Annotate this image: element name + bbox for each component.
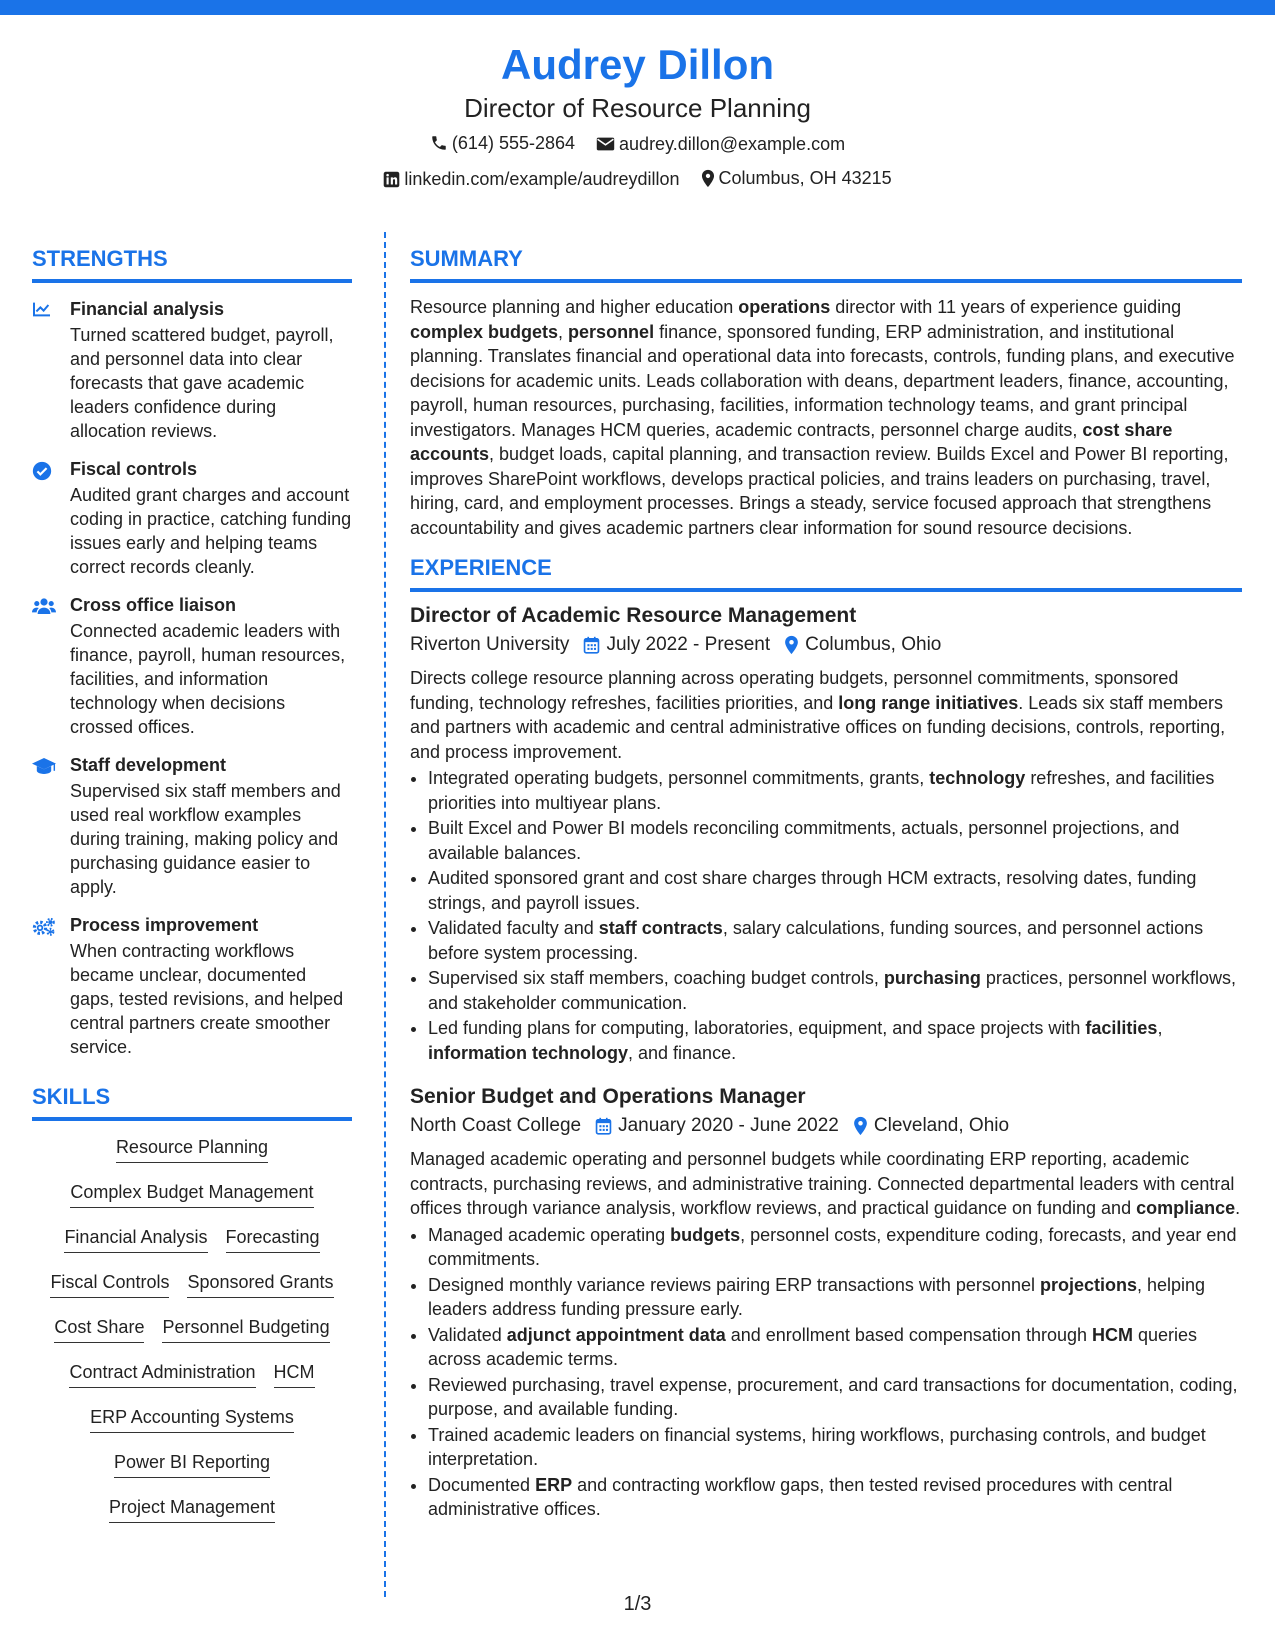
- text-run: practices, personnel workflows, and stakeholder communication.: [428, 968, 1237, 1013]
- job-bullet: [428, 1423, 1242, 1472]
- job-dates: January 2020 - June 2022: [618, 1115, 839, 1136]
- job-meta: [410, 1113, 1242, 1139]
- skill-row: [32, 1135, 352, 1180]
- left-column: [32, 245, 352, 1540]
- job-bullet: [428, 916, 1242, 965]
- skill-tag: Fiscal Controls: [50, 1270, 169, 1298]
- text-run: ,: [1157, 1018, 1163, 1038]
- text-run: refreshes, and facilities priorities into multiyear plans.: [428, 768, 1215, 813]
- job-meta: [410, 632, 1242, 658]
- contact-row: [0, 131, 1275, 158]
- skill-row: [32, 1450, 352, 1495]
- skill-row: [32, 1360, 352, 1405]
- strength-item: [32, 297, 352, 443]
- skill-tag: Resource Planning: [116, 1135, 268, 1163]
- text-run: Managed academic operating: [428, 1224, 671, 1245]
- strength-desc: Supervised six staff members and used real workflow examples during training, making policy and purchasing guidance easier to apply.: [70, 781, 341, 897]
- strength-title: Process improvement: [70, 915, 259, 935]
- bold-text: HCM: [1092, 1324, 1133, 1345]
- skills-list: [32, 1135, 352, 1540]
- text-run: , personnel costs, expenditure coding, forecasts, and year end commitments.: [428, 1224, 1237, 1269]
- top-accent-bar: [0, 0, 1275, 15]
- bold-text: purchasing: [883, 968, 981, 988]
- skill-tag: ERP Accounting Systems: [90, 1405, 294, 1433]
- contact-row-2: [0, 166, 1275, 194]
- skill-tag: Project Management: [109, 1495, 275, 1523]
- text-run: .: [1235, 1198, 1241, 1218]
- linkedin-icon: [383, 171, 400, 188]
- right-column: [410, 245, 1242, 1523]
- text-run: , and finance.: [628, 1042, 737, 1063]
- job-bullet: [428, 866, 1242, 915]
- skill-tag: Contract Administration: [69, 1360, 255, 1388]
- strength-item: [32, 593, 352, 739]
- text-run: , budget loads, capital planning, and transaction review. Builds Excel and Power BI reporting, improves SharePoint workflows, develops practical policies, and trains leaders on purchasing, travel, hiring, card, and employment processes. Brings a steady, service focused approach that strengthens accountability and gives academic partners clear information for sound resource decisions.: [410, 444, 1229, 538]
- text-run: . Leads six staff members and partners with academic and central administrative offices on funding decisions, controls, reporting, and process improvement.: [410, 692, 1226, 762]
- text-run: Validated: [428, 1324, 507, 1345]
- bold-text: operations: [738, 297, 831, 317]
- job-bullet: [428, 816, 1242, 865]
- job-bullet: [428, 1273, 1242, 1322]
- strength-desc: When contracting workflows became unclear, documented gaps, tested revisions, and helped central partners create smoother service.: [70, 941, 344, 1057]
- job-company: North Coast College: [410, 1115, 582, 1136]
- text-run: Directs college resource planning across operating budgets, personnel commitments, sponsored funding, technology refreshes, facilities priorities, and: [410, 668, 1179, 713]
- check-circle-icon: [32, 461, 52, 481]
- strength-item: [32, 457, 352, 579]
- email-text[interactable]: audrey.dillon@example.com: [619, 134, 846, 154]
- skill-row: [32, 1495, 352, 1540]
- skill-tag: HCM: [274, 1360, 315, 1388]
- bold-text: information technology: [428, 1042, 628, 1063]
- text-run: Led funding plans for computing, laboratories, equipment, and space projects with: [428, 1018, 1086, 1038]
- skill-row: [32, 1315, 352, 1360]
- job-dates: July 2022 - Present: [606, 634, 771, 655]
- location-item: [701, 166, 892, 190]
- text-run: Supervised six staff members, coaching budget controls,: [428, 968, 884, 988]
- strengths-heading: STRENGTHS: [32, 245, 352, 283]
- skill-tag: Sponsored Grants: [187, 1270, 333, 1298]
- skill-tag: Cost Share: [54, 1315, 144, 1343]
- experience-heading: EXPERIENCE: [410, 554, 1242, 592]
- summary-heading: SUMMARY: [410, 245, 1242, 283]
- phone-icon: [430, 134, 448, 152]
- linkedin-text[interactable]: linkedin.com/example/audreydillon: [404, 169, 680, 189]
- bold-text: budgets: [670, 1224, 741, 1245]
- text-run: Designed monthly variance reviews pairing ERP transactions with personnel: [428, 1274, 1040, 1295]
- calendar-icon: [583, 636, 600, 654]
- skill-row: [32, 1180, 352, 1225]
- job-company: Riverton University: [410, 634, 570, 655]
- text-run: finance, sponsored funding, ERP administration, and institutional planning. Translates financial and operational data into forecasts, controls, funding plans, and executive decisions for academic units. Leads collaboration with deans, department leaders, finance, accounting, payroll, human resources, purchasing, facilities, information technology teams, and grant principal investigators. Manages HCM queries, academic contracts, personnel charge audits,: [410, 321, 1235, 440]
- job-entry: [410, 1083, 1242, 1522]
- map-pin-icon: [853, 1116, 868, 1136]
- summary-text: [410, 295, 1242, 540]
- text-run: Integrated operating budgets, personnel commitments, grants,: [428, 768, 930, 788]
- job-location: Columbus, Ohio: [805, 634, 942, 655]
- text-run: and contracting workflow gaps, then tested revised procedures with central administrative offices.: [428, 1474, 1173, 1519]
- text-run: Reviewed purchasing, travel expense, procurement, and card transactions for documentation, coding, purpose, and available funding.: [428, 1374, 1238, 1419]
- bold-text: ERP: [535, 1474, 573, 1495]
- skill-row: [32, 1225, 352, 1270]
- job-bullets: [410, 766, 1242, 1065]
- line-chart-icon: [32, 301, 52, 317]
- skill-tag: Complex Budget Management: [70, 1180, 313, 1208]
- job-description: [410, 1147, 1242, 1221]
- skill-tag: Personnel Budgeting: [162, 1315, 329, 1343]
- job-entry: [410, 602, 1242, 1065]
- bold-text: long range initiatives: [838, 692, 1019, 713]
- bold-text: cost share accounts: [410, 419, 1173, 464]
- bold-text: complex budgets: [410, 321, 559, 342]
- text-run: director with 11 years of experience guiding: [830, 297, 1182, 317]
- bold-text: staff contracts: [598, 918, 723, 938]
- users-icon: [32, 597, 56, 615]
- candidate-title: Director of Resource Planning: [464, 93, 811, 123]
- job-location: Cleveland, Ohio: [873, 1115, 1010, 1136]
- skills-heading: SKILLS: [32, 1083, 352, 1121]
- job-bullet: [428, 1223, 1242, 1272]
- text-run: Managed academic operating and personnel budgets while coordinating ERP reporting, academic contracts, purchasing reviews, and administrative training. Connected departmental leaders with central offices through variance analysis, workflow reviews, and practical guidance on funding and: [410, 1149, 1235, 1218]
- calendar-icon: [595, 1117, 612, 1135]
- linkedin-item[interactable]: [383, 167, 679, 191]
- bold-text: compliance: [1136, 1198, 1236, 1218]
- strength-title: Financial analysis: [70, 299, 225, 319]
- skill-tag: Financial Analysis: [64, 1225, 207, 1253]
- email-item[interactable]: [596, 132, 845, 156]
- text-run: Documented: [428, 1474, 536, 1495]
- candidate-name: Audrey Dillon: [500, 41, 775, 88]
- text-run: Resource planning and higher education: [410, 297, 739, 317]
- text-run: , salary calculations, funding sources, and personnel actions before system processing.: [428, 918, 1204, 963]
- bold-text: technology: [929, 768, 1026, 788]
- strength-title: Staff development: [70, 755, 227, 775]
- page-number: 1/3: [623, 1593, 652, 1615]
- job-title: Senior Budget and Operations Manager: [410, 1085, 806, 1108]
- phone-item: [430, 131, 575, 155]
- gears-icon: [32, 917, 56, 937]
- bold-text: facilities: [1085, 1018, 1158, 1038]
- skill-tag: Power BI Reporting: [114, 1450, 270, 1478]
- strength-desc: Turned scattered budget, payroll, and personnel data into clear forecasts that gave academic leaders confidence during allocation reviews.: [70, 325, 334, 441]
- text-run: Built Excel and Power BI models reconciling commitments, actuals, personnel projections, and available balances.: [428, 818, 1180, 863]
- bold-text: personnel: [568, 321, 655, 342]
- text-run: ,: [558, 321, 569, 342]
- map-pin-icon: [701, 169, 715, 188]
- job-bullet: [428, 1373, 1242, 1422]
- job-bullet: [428, 966, 1242, 1015]
- bold-text: adjunct appointment data: [506, 1324, 726, 1345]
- skill-row: [32, 1270, 352, 1315]
- text-run: Audited sponsored grant and cost share charges through HCM extracts, resolving dates, funding strings, and payroll issues.: [428, 868, 1197, 913]
- strength-item: [32, 913, 352, 1059]
- phone-text: (614) 555-2864: [451, 133, 576, 153]
- bold-text: projections: [1039, 1274, 1137, 1295]
- strength-desc: Audited grant charges and account coding in practice, catching funding issues early and helping teams correct records cleanly.: [70, 485, 352, 577]
- strength-title: Cross office liaison: [70, 595, 237, 615]
- job-bullets: [410, 1223, 1242, 1522]
- skill-tag: Forecasting: [226, 1225, 320, 1253]
- map-pin-icon: [784, 635, 799, 655]
- job-bullet: [428, 1473, 1242, 1522]
- job-bullet: [428, 1016, 1242, 1065]
- graduation-cap-icon: [32, 757, 56, 775]
- text-run: queries across academic terms.: [428, 1324, 1198, 1369]
- envelope-icon: [596, 136, 615, 152]
- text-run: Validated faculty and: [428, 918, 599, 938]
- job-bullet: [428, 1323, 1242, 1372]
- job-title: Director of Academic Resource Management: [410, 604, 857, 627]
- strength-item: [32, 753, 352, 899]
- text-run: Trained academic leaders on financial systems, hiring workflows, purchasing controls, and budget interpretation.: [428, 1424, 1206, 1469]
- text-run: , helping leaders address funding pressure early.: [428, 1274, 1206, 1319]
- skill-row: [32, 1405, 352, 1450]
- job-bullet: [428, 766, 1242, 815]
- location-text: Columbus, OH 43215: [718, 168, 892, 188]
- job-description: [410, 666, 1242, 764]
- strength-title: Fiscal controls: [70, 459, 198, 479]
- jobs-list: [410, 602, 1242, 1522]
- resume-header: [0, 40, 1275, 194]
- column-divider: [384, 232, 386, 1597]
- strength-desc: Connected academic leaders with finance, payroll, human resources, facilities, and information technology when decisions crossed offices.: [70, 621, 346, 737]
- text-run: and enrollment based compensation through: [725, 1324, 1092, 1345]
